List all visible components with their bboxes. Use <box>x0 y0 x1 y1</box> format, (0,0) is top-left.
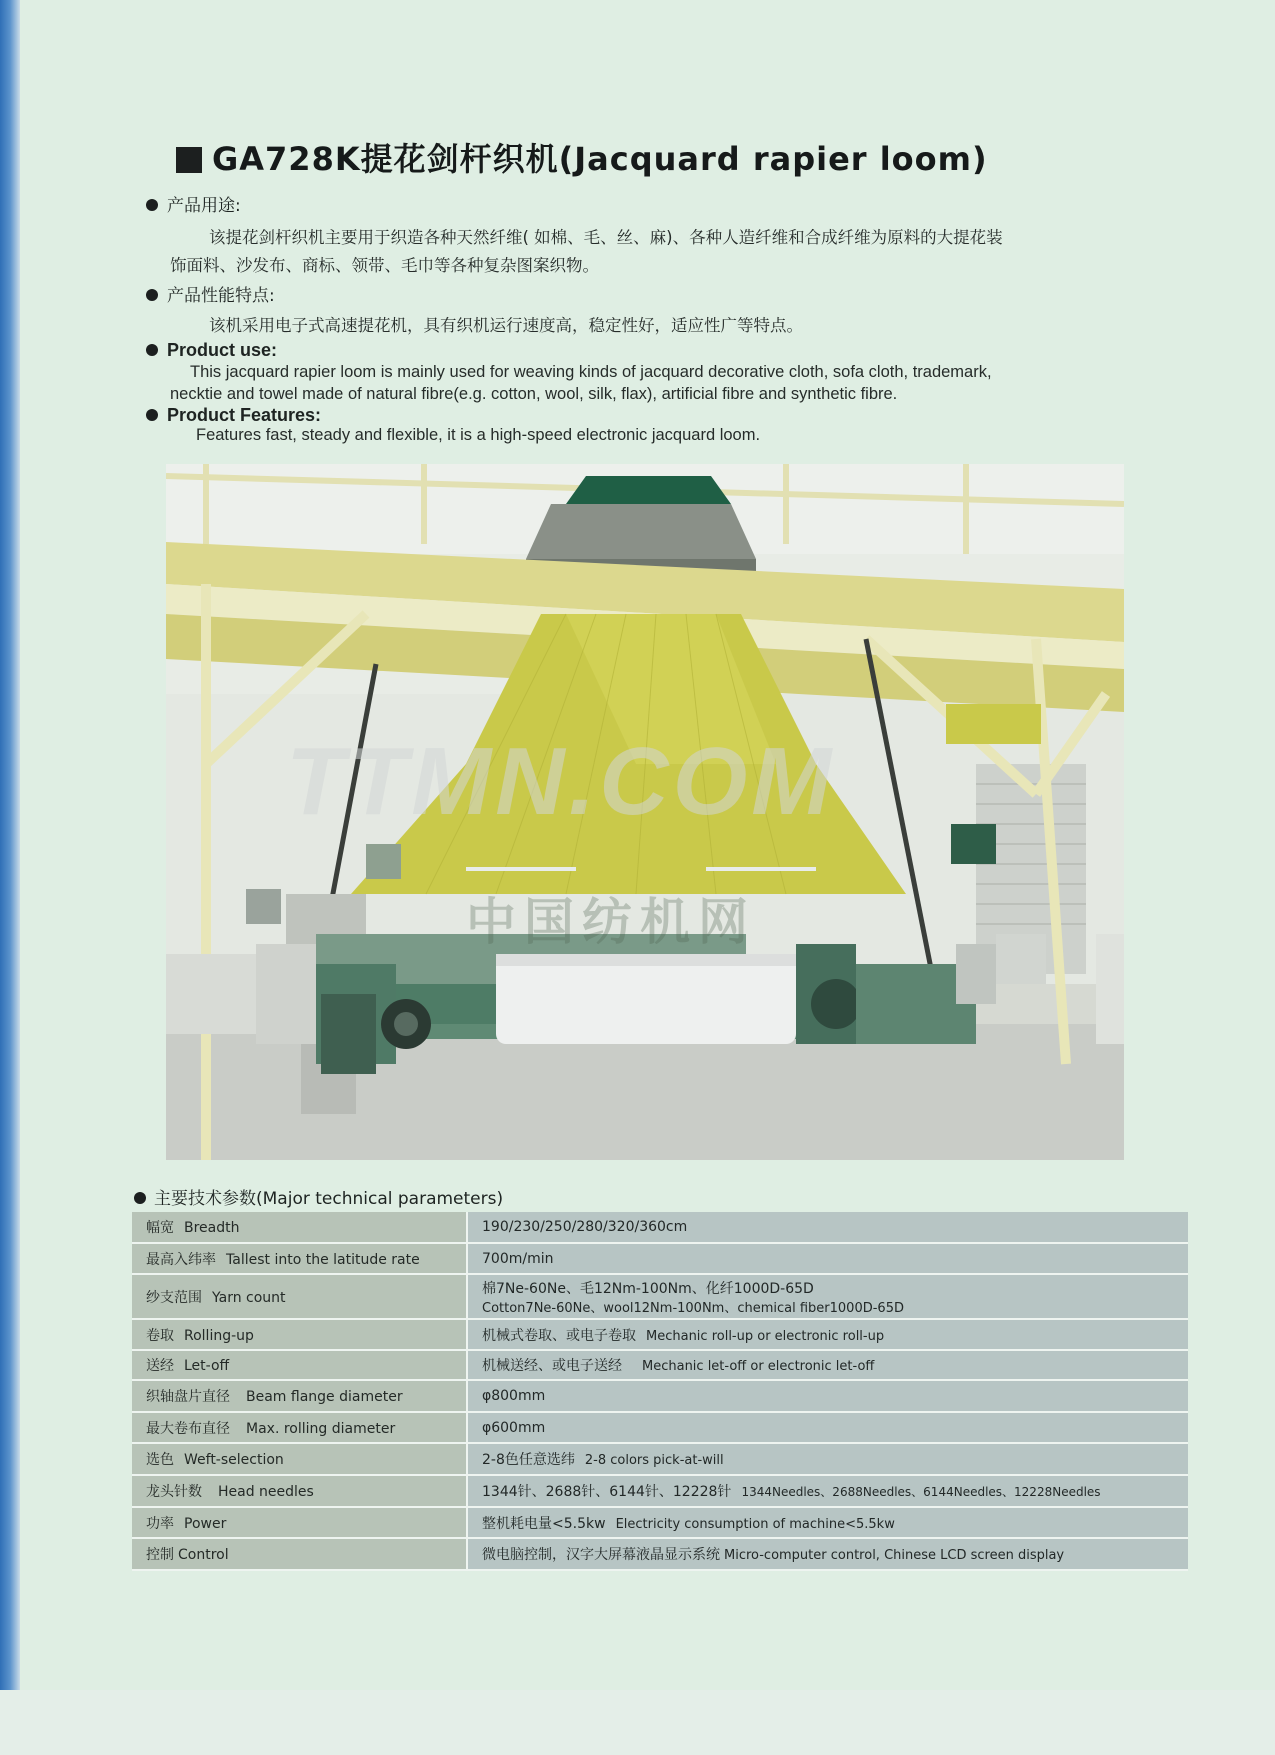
page-edge-decoration <box>0 0 20 1755</box>
param-value: 机械式卷取、或电子卷取 Mechanic roll-up or electronic roll-up <box>467 1319 1188 1350</box>
table-row <box>132 1319 1188 1350</box>
param-value: φ600mm <box>467 1412 1188 1443</box>
loom-photo <box>166 464 1124 1160</box>
table-row <box>132 1212 1188 1243</box>
product-features-cn-text: 该机采用电子式高速提花机，具有织机运行速度高，稳定性好，适应性广等特点。 <box>209 316 803 335</box>
param-key: 龙头针数 Head needles <box>132 1475 467 1507</box>
table-row <box>132 1443 1188 1475</box>
param-key: 织轴盘片直径 Beam flange diameter <box>132 1380 467 1412</box>
param-key: 送经 Let-off <box>132 1350 467 1380</box>
param-value: 整机耗电量<5.5kw Electricity consumption of machine<5.5kw <box>467 1507 1188 1538</box>
parameters-table <box>132 1212 1188 1571</box>
param-value: 1344针、2688针、6144针、12228针 1344Needles、2688Needles、6144Needles、12228Needles <box>467 1475 1188 1507</box>
param-value: 机械送经、或电子送经 Mechanic let-off or electronic let-off <box>467 1350 1188 1380</box>
param-key: 幅宽 Breadth <box>132 1212 467 1243</box>
watermark-cn-text: 中国纺机网 <box>466 893 756 951</box>
param-value: 700m/min <box>467 1243 1188 1274</box>
product-features-en-text: Features fast, steady and flexible, it is a high-speed electronic jacquard loom. <box>196 426 761 444</box>
param-key: 功率 Power <box>132 1507 467 1538</box>
param-key: 控制 Control <box>132 1538 467 1570</box>
product-use-en-heading: Product use: <box>146 340 277 361</box>
param-key: 选色 Weft-selection <box>132 1443 467 1475</box>
param-value: 190/230/250/280/320/360cm <box>467 1212 1188 1243</box>
table-row <box>132 1243 1188 1274</box>
param-key: 最大卷布直径 Max. rolling diameter <box>132 1412 467 1443</box>
product-use-cn-text-line1: 该提花剑杆织机主要用于织造各种天然纤维( 如棉、毛、丝、麻)、各种人造纤维和合成纤维为原料的大提花装 <box>209 228 1003 247</box>
param-key: 卷取 Rolling-up <box>132 1319 467 1350</box>
product-features-cn-heading: 产品性能特点: <box>146 281 275 306</box>
table-row <box>132 1538 1188 1570</box>
product-use-en-text-line2: necktie and towel made of natural fibre(e.g. cotton, wool, silk, flax), artificial fibre and synthetic fibre. <box>170 385 898 403</box>
param-value: φ800mm <box>467 1380 1188 1412</box>
title-square-icon <box>176 147 202 173</box>
param-key: 纱支范围 Yarn count <box>132 1274 467 1319</box>
table-row <box>132 1350 1188 1380</box>
loom-illustration <box>166 464 1124 1160</box>
watermark-text: TTMN.COM <box>286 728 836 835</box>
page-title: GA728K提花剑杆织机(Jacquard rapier loom) <box>176 134 988 180</box>
param-key: 最高入纬率 Tallest into the latitude rate <box>132 1243 467 1274</box>
table-row <box>132 1475 1188 1507</box>
page-bottom-band <box>0 1690 1275 1755</box>
table-row <box>132 1274 1188 1319</box>
param-value: 微电脑控制，汉字大屏幕液晶显示系统 Micro-computer control, Chinese LCD screen display <box>467 1538 1188 1570</box>
product-use-cn-heading: 产品用途: <box>146 191 241 216</box>
param-value: 2-8色任意选纬 2-8 colors pick-at-will <box>467 1443 1188 1475</box>
table-row <box>132 1380 1188 1412</box>
table-row <box>132 1412 1188 1443</box>
product-use-en-text-line1: This jacquard rapier loom is mainly used for weaving kinds of jacquard decorative cloth, sofa cloth, trademark, <box>190 363 992 381</box>
product-use-cn-text-line2: 饰面料、沙发布、商标、领带、毛巾等各种复杂图案织物。 <box>170 256 599 275</box>
parameters-heading: 主要技术参数(Major technical parameters) <box>134 1184 503 1209</box>
product-features-en-heading: Product Features: <box>146 405 321 426</box>
param-value: 棉7Ne-60Ne、毛12Nm-100Nm、化纤1000D-65D Cotton7Ne-60Ne、wool12Nm-100Nm、chemical fiber1000D-65D <box>467 1274 1188 1319</box>
table-row <box>132 1507 1188 1538</box>
